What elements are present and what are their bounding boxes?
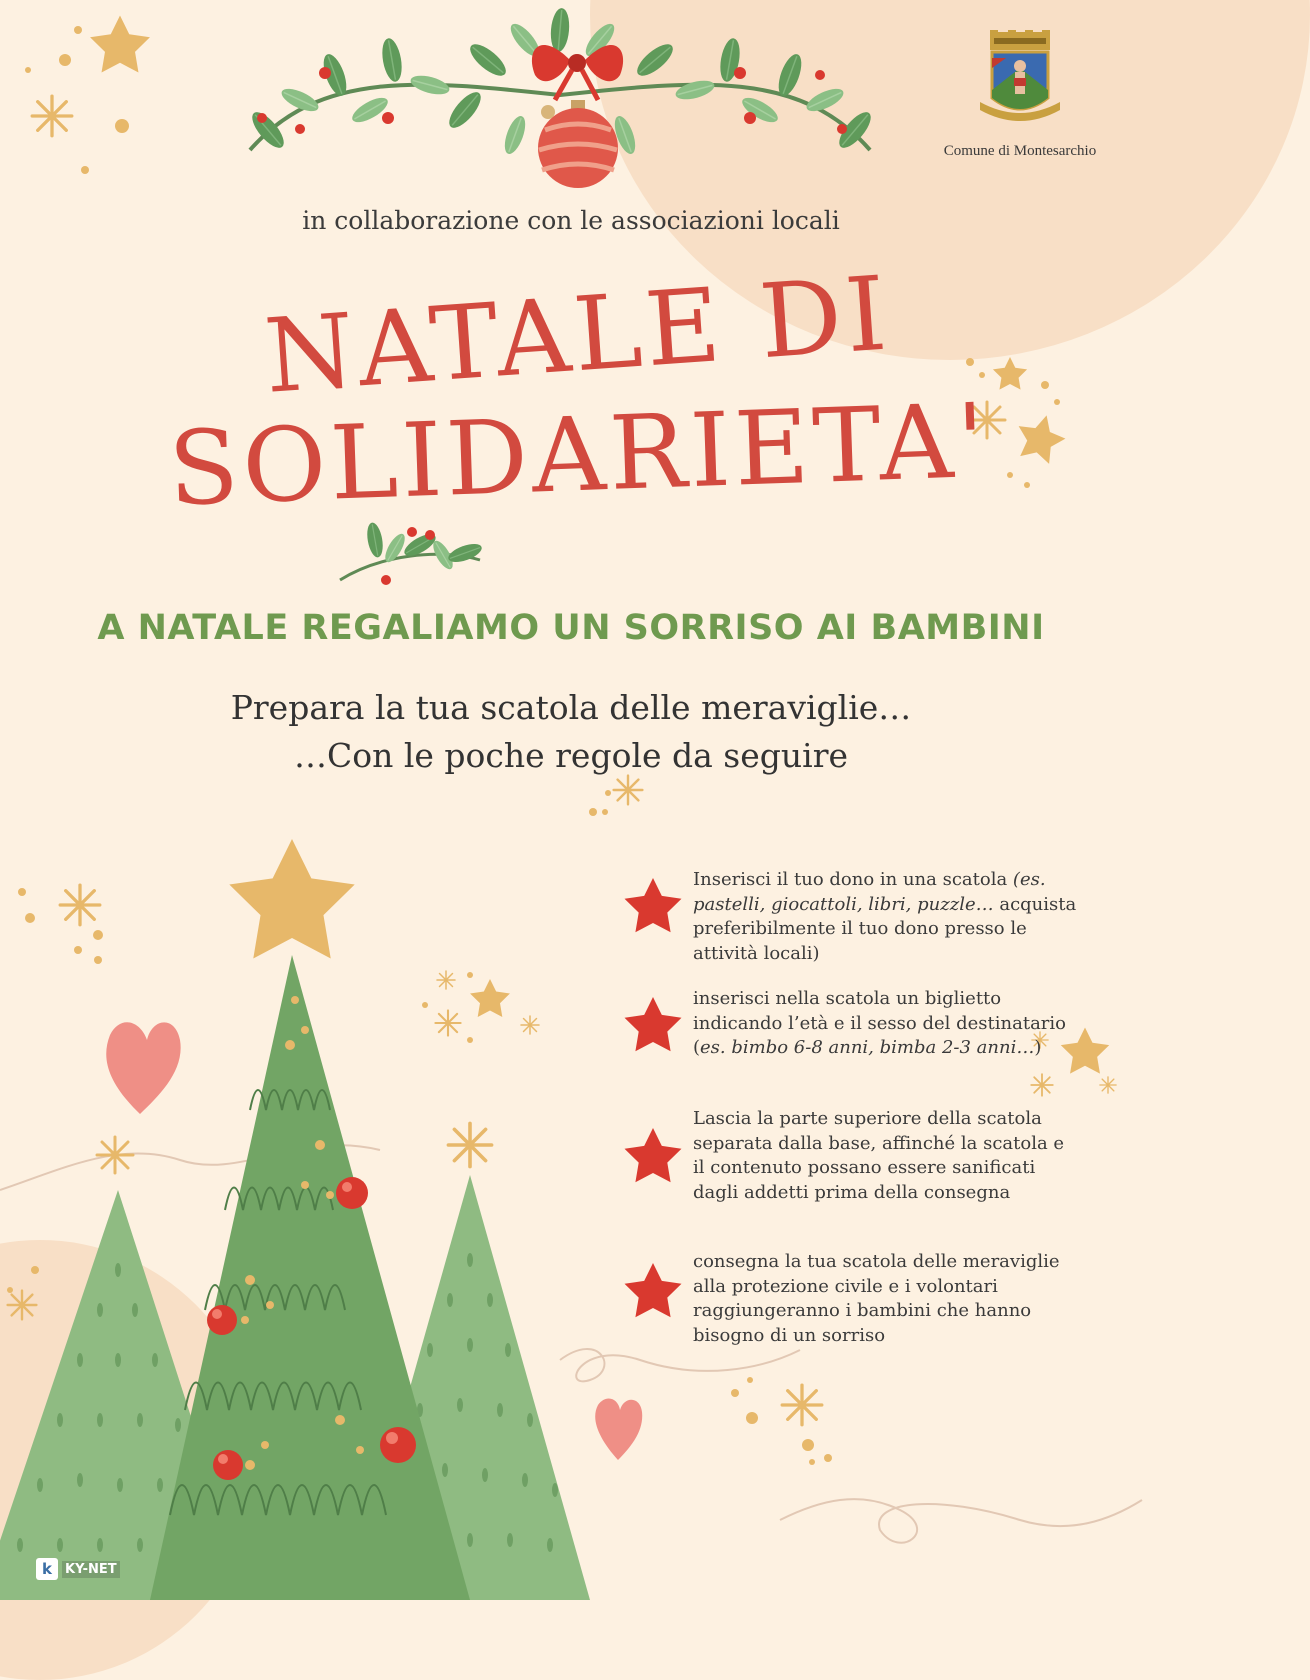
rule-item bbox=[618, 1250, 1078, 1348]
star-icon bbox=[993, 357, 1027, 390]
intro-line-1: Prepara la tua scatola delle meraviglie… bbox=[230, 688, 912, 727]
rule-item bbox=[618, 868, 1078, 966]
rule-text bbox=[693, 987, 1078, 1061]
title-line-2: SOLIDARIETA' bbox=[166, 381, 991, 530]
sparkle-icon bbox=[8, 1291, 37, 1320]
sparkle-icon bbox=[97, 1137, 133, 1173]
coat-of-arms-icon bbox=[970, 28, 1070, 136]
main-title bbox=[166, 254, 991, 560]
sparkle-icon bbox=[448, 1123, 491, 1166]
rule-text-part: acquista preferibilmente il tuo dono presso le attività locali) bbox=[693, 893, 1077, 964]
rule-text-part: Inserisci il tuo dono in una scatola bbox=[693, 869, 1013, 890]
title-line-1: NATALE DI bbox=[261, 254, 895, 417]
collaboration-text: in collaborazione con le associazioni locali bbox=[302, 206, 840, 235]
sparkle-icon bbox=[521, 1016, 539, 1034]
christmas-tree-icon bbox=[0, 839, 590, 1600]
star-icon bbox=[618, 1258, 688, 1328]
rule-text-italic: es. bimbo 6-8 anni, bimba 2-3 anni… bbox=[700, 1037, 1035, 1058]
rule-text bbox=[693, 1107, 1078, 1205]
intro-line-2: …Con le poche regole da seguire bbox=[293, 736, 849, 775]
sparkle-icon bbox=[32, 96, 72, 136]
sparkle-icon bbox=[435, 1010, 460, 1035]
heart-icon bbox=[106, 1022, 180, 1114]
star-icon bbox=[229, 839, 354, 958]
sparkle-icon bbox=[1100, 1077, 1116, 1093]
rule-item bbox=[618, 987, 1078, 1061]
ornament-icon bbox=[532, 45, 623, 188]
sparkle-icon bbox=[437, 971, 455, 989]
sparkle-icon bbox=[60, 885, 100, 925]
sparkle-icon bbox=[782, 1385, 822, 1425]
brand-name: KY-NET bbox=[62, 1561, 120, 1578]
rule-text-part: consegna la tua scatola delle meraviglie alla protezione civile e i volontari raggiungeranno i bambini che hanno bisogno di un sorriso bbox=[693, 1251, 1060, 1346]
logo-caption: Comune di Montesarchio bbox=[943, 143, 1097, 159]
rule-text bbox=[693, 1250, 1078, 1348]
rule-text-italic: (es. pastelli, giocattoli, libri, puzzle… bbox=[693, 869, 1046, 915]
subtitle: A NATALE REGALIAMO UN SORRISO AI BAMBINI bbox=[97, 608, 1045, 648]
sparkle-icon bbox=[1031, 1074, 1053, 1096]
star-icon bbox=[90, 16, 150, 73]
logo bbox=[935, 28, 1105, 160]
rule-text bbox=[693, 868, 1078, 966]
sparkle-icon bbox=[614, 776, 643, 805]
brand-mark: k bbox=[36, 1558, 58, 1580]
rule-text-part: inserisci nella scatola un biglietto indicando l’età e il sesso del destinatario ( bbox=[693, 988, 1067, 1058]
rule-text-part: Lascia la parte superiore della scatola separata dalla base, affinché la scatola e il contenuto possano essere sanificati dagli addetti prima della consegna bbox=[693, 1108, 1065, 1203]
star-icon bbox=[618, 1123, 688, 1193]
star-icon bbox=[618, 873, 688, 943]
heart-icon bbox=[595, 1399, 642, 1460]
star-icon bbox=[1011, 409, 1070, 466]
star-icon bbox=[618, 992, 688, 1062]
rule-item bbox=[618, 1107, 1078, 1205]
brand-logo bbox=[36, 1558, 120, 1580]
rule-text-part: ) bbox=[1034, 1037, 1042, 1058]
star-icon bbox=[470, 979, 510, 1017]
